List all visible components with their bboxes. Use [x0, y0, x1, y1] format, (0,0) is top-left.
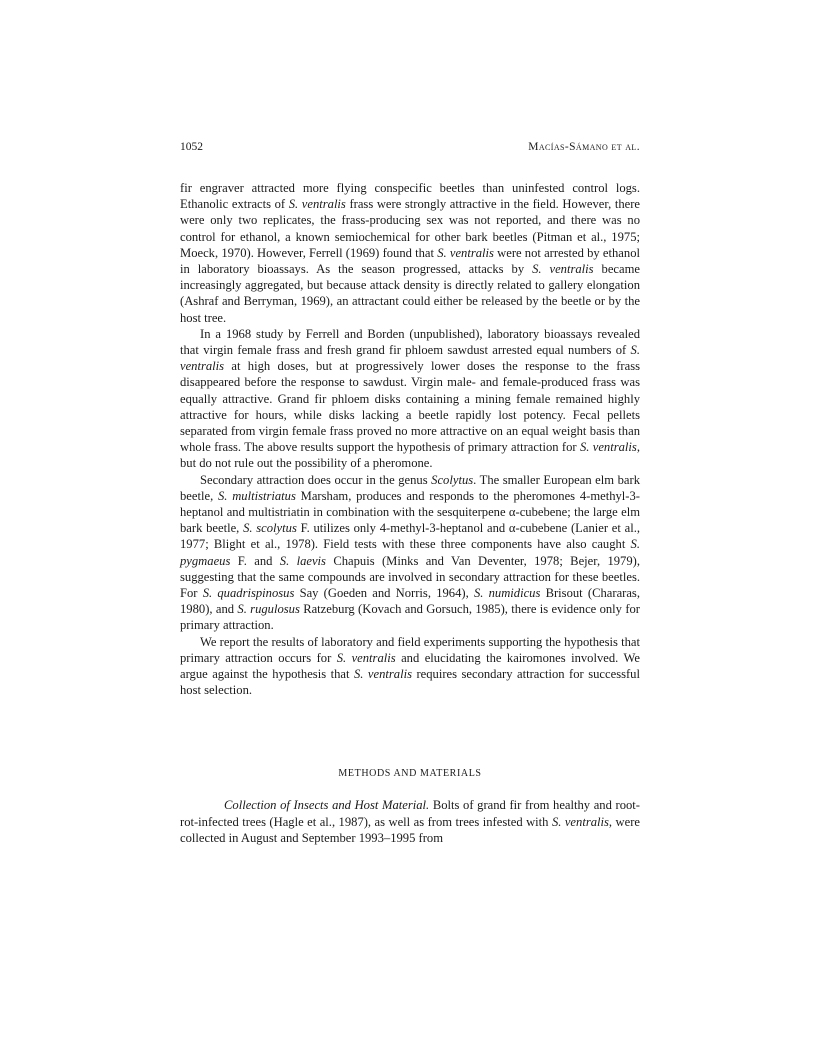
species-name: S. quadrispinosus [202, 586, 295, 601]
species-name: S. rugulosus [237, 602, 300, 617]
page-header [180, 141, 640, 159]
species-name: S. ventralis [288, 197, 346, 212]
methods-body [180, 797, 640, 847]
species-name: S. ventralis [353, 667, 412, 682]
paragraph-4: We report the results of laboratory and field experiments supporting the hypothesis that primary attraction occurs for S. ventralis and elucidating the kairomones involved. We argue against the hypothesis that S. ventralis requires secondary attraction for successful host selection. [180, 634, 640, 698]
page-number: 1052 [180, 141, 203, 153]
running-head: Macías-Sámano et al. [528, 141, 640, 153]
methods-paragraph: Collection of Insects and Host Material. Bolts of grand fir from healthy and root-rot-infected trees (Hagle et al., 1987), as well as from trees infested with S. ventralis, were collected in August and September 1993–1995 from [180, 798, 640, 845]
species-name: S. ventralis [532, 262, 594, 277]
genus-name: Scolytus [431, 472, 474, 487]
subsection-heading: Collection of Insects and Host Material. [224, 798, 430, 812]
species-name: S. ventralis [579, 440, 637, 455]
paragraph-3: Secondary attraction does occur in the genus Scolytus. The smaller European elm bark beetle, S. multistriatus Marsham, produces and responds to the pheromones 4-methyl-3-heptanol and multistriatin in combination with the sesquiterpene α-cubebene; the large elm bark beetle, S. scolytus F. utilizes only 4-methyl-3-heptanol and α-cubebene (Lanier et al., 1977; Blight et al., 1978). Field tests with these three components have also caught S. pygmaeus F. and S. laevis Chapuis (Minks and Van Deventer, 1978; Bejer, 1979), suggesting that the same compounds are involved in secondary attraction for these beetles. For S. quadrispinosus Say (Goeden and Norris, 1964), S. numidicus Brisout (Chararas, 1980), and S. rugulosus Ratzeburg (Kovach and Gorsuch, 1985), there is evidence only for primary attraction. [180, 472, 641, 633]
paragraph-2: In a 1968 study by Ferrell and Borden (unpublished), laboratory bioassays revealed that virgin female frass and fresh grand fir phloem sawdust arrested equal numbers of S. ventralis at high doses, but at progressively lower doses the response to the frass disappeared before the response to sawdust. Virgin male- and female-produced frass was equally attractive. Grand fir phloem disks containing a mining female remained highly attractive for hours, while disks lacking a beetle rapidly lost potency. Fecal pellets separated from virgin female frass proved no more attractive on an equal weight basis than whole frass. The above results support the hypothesis of primary attraction for S. ventralis, but do not rule out the possibility of a pheromone. [180, 326, 640, 471]
species-name: S. numidicus [473, 586, 541, 601]
species-name: S. pygmaeus [180, 537, 640, 568]
species-name: S. multistriatus [217, 488, 296, 503]
section-heading: METHODS AND MATERIALS [338, 768, 482, 779]
species-name: S. scolytus [243, 521, 297, 536]
article-body [180, 180, 640, 699]
species-name: S. ventralis [336, 650, 396, 665]
species-name: S. ventralis [437, 245, 494, 260]
species-name: S. ventralis [180, 343, 640, 374]
species-name: S. laevis [279, 553, 326, 568]
species-name: S. ventralis [551, 814, 609, 829]
paragraph-1: fir engraver attracted more flying conspecific beetles than uninfested control logs. Ethanolic extracts of S. ventralis frass were strongly attractive in the field. However, there were only two replicates, the frass-producing sex was not reported, and there was no control for ethanol, a known semiochemical for other bark beetles (Pitman et al., 1975; Moeck, 1970). However, Ferrell (1969) found that S. ventralis were not arrested by ethanol in laboratory bioassays. As the season progressed, attacks by S. ventralis became increasingly aggregated, but because attack density is directly related to gallery elongation (Ashraf and Berryman, 1969), an attractant could either be released by the beetle or by the host tree. [180, 181, 640, 325]
